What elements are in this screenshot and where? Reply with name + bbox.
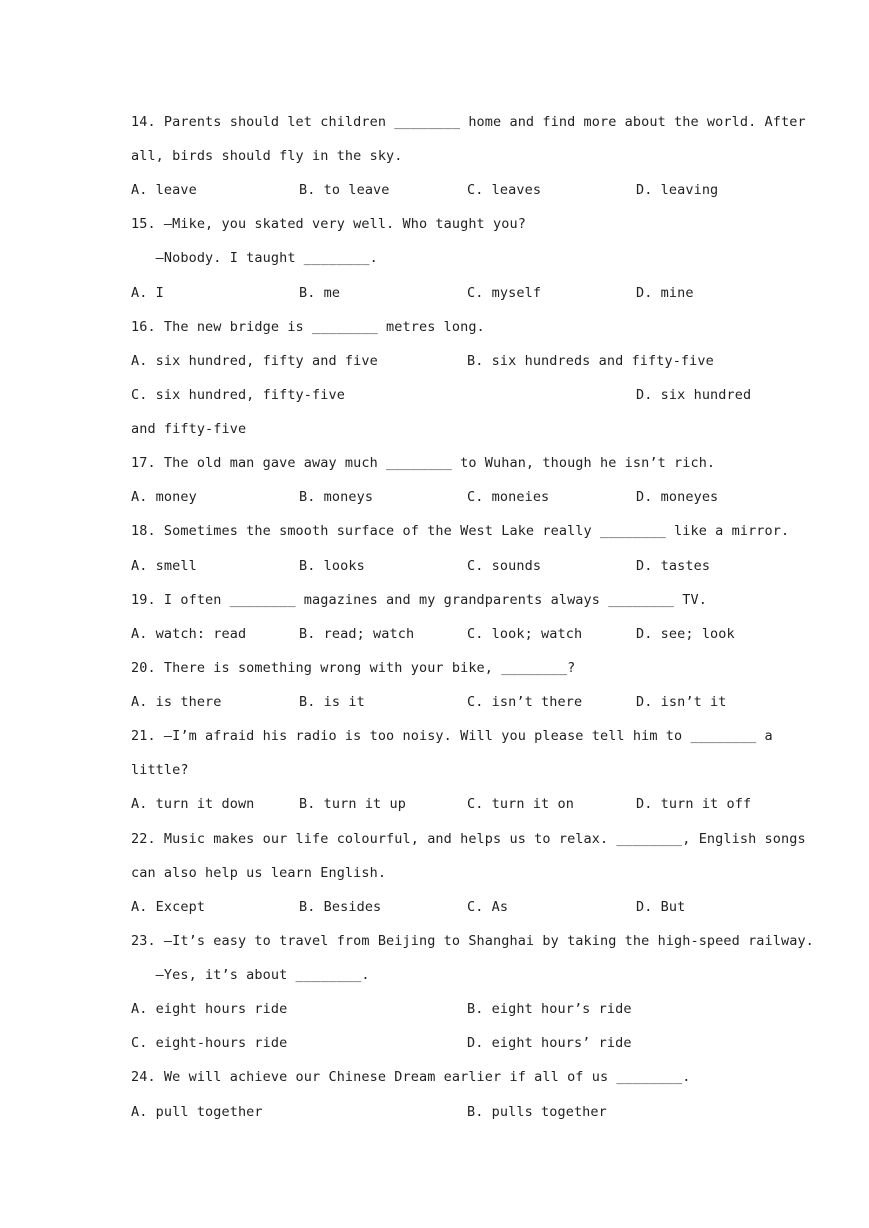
question-17-option-b: B. moneys [299, 489, 374, 505]
question-23-line-2: —Yes, it’s about ________. [131, 967, 370, 983]
question-15-option-a: A. I [131, 285, 164, 301]
question-14-option-a: A. leave [131, 182, 197, 198]
question-16-line-1: 16. The new bridge is ________ metres long. [131, 319, 485, 335]
question-23-option-c: C. eight-hours ride [131, 1035, 288, 1051]
question-14-option-d: D. leaving [636, 182, 719, 198]
question-16-option-d-continuation: and fifty-five [131, 421, 247, 437]
question-16-option-b: B. six hundreds and fifty-five [467, 353, 714, 369]
question-22-option-a: A. Except [131, 899, 206, 915]
question-23-option-d: D. eight hours’ ride [467, 1035, 632, 1051]
question-17-option-d: D. moneyes [636, 489, 719, 505]
question-23-line-1: 23. —It’s easy to travel from Beijing to Shanghai by taking the high-speed railway. [131, 933, 814, 949]
question-14-line-2: all, birds should fly in the sky. [131, 148, 403, 164]
question-15-option-c: C. myself [467, 285, 542, 301]
question-17-line-1: 17. The old man gave away much ________ to Wuhan, though he isn’t rich. [131, 455, 716, 471]
question-20-line-1: 20. There is something wrong with your bike, ________? [131, 660, 576, 676]
question-17-option-a: A. money [131, 489, 197, 505]
question-19-option-a: A. watch: read [131, 626, 247, 642]
question-18-line-1: 18. Sometimes the smooth surface of the West Lake really ________ like a mirror. [131, 523, 790, 539]
question-15-line-2: —Nobody. I taught ________. [131, 250, 378, 266]
question-24-option-b: B. pulls together [467, 1104, 607, 1120]
question-23-option-b: B. eight hour’s ride [467, 1001, 632, 1017]
question-18-option-c: C. sounds [467, 558, 542, 574]
question-22-option-c: C. As [467, 899, 509, 915]
question-20-option-d: D. isn’t it [636, 694, 727, 710]
question-24-option-a: A. pull together [131, 1104, 263, 1120]
question-21-option-b: B. turn it up [299, 796, 406, 812]
question-15-option-b: B. me [299, 285, 341, 301]
question-14-option-c: C. leaves [467, 182, 542, 198]
question-16-option-c: C. six hundred, fifty-five [131, 387, 345, 403]
question-18-option-a: A. smell [131, 558, 197, 574]
question-22-option-b: B. Besides [299, 899, 382, 915]
question-20-option-c: C. isn’t there [467, 694, 583, 710]
question-21-line-1: 21. —I’m afraid his radio is too noisy. Will you please tell him to ________ a [131, 728, 773, 744]
question-23-option-a: A. eight hours ride [131, 1001, 288, 1017]
question-18-option-b: B. looks [299, 558, 365, 574]
question-18-option-d: D. tastes [636, 558, 711, 574]
question-21-option-c: C. turn it on [467, 796, 574, 812]
question-15-option-d: D. mine [636, 285, 694, 301]
question-14-option-b: B. to leave [299, 182, 390, 198]
question-21-line-2: little? [131, 762, 189, 778]
question-24-line-1: 24. We will achieve our Chinese Dream earlier if all of us ________. [131, 1069, 691, 1085]
question-20-option-a: A. is there [131, 694, 222, 710]
question-22-option-d: D. But [636, 899, 686, 915]
question-17-option-c: C. moneies [467, 489, 550, 505]
question-19-line-1: 19. I often ________ magazines and my grandparents always ________ TV. [131, 592, 707, 608]
question-16-option-a: A. six hundred, fifty and five [131, 353, 378, 369]
question-21-option-a: A. turn it down [131, 796, 255, 812]
question-16-option-d: D. six hundred [636, 387, 752, 403]
question-14-line-1: 14. Parents should let children ________ home and find more about the world. After [131, 114, 806, 130]
question-19-option-c: C. look; watch [467, 626, 583, 642]
question-22-line-2: can also help us learn English. [131, 865, 387, 881]
question-21-option-d: D. turn it off [636, 796, 752, 812]
question-19-option-d: D. see; look [636, 626, 735, 642]
question-19-option-b: B. read; watch [299, 626, 415, 642]
question-22-line-1: 22. Music makes our life colourful, and helps us to relax. ________, English songs [131, 831, 806, 847]
question-15-line-1: 15. —Mike, you skated very well. Who taught you? [131, 216, 526, 232]
question-20-option-b: B. is it [299, 694, 365, 710]
